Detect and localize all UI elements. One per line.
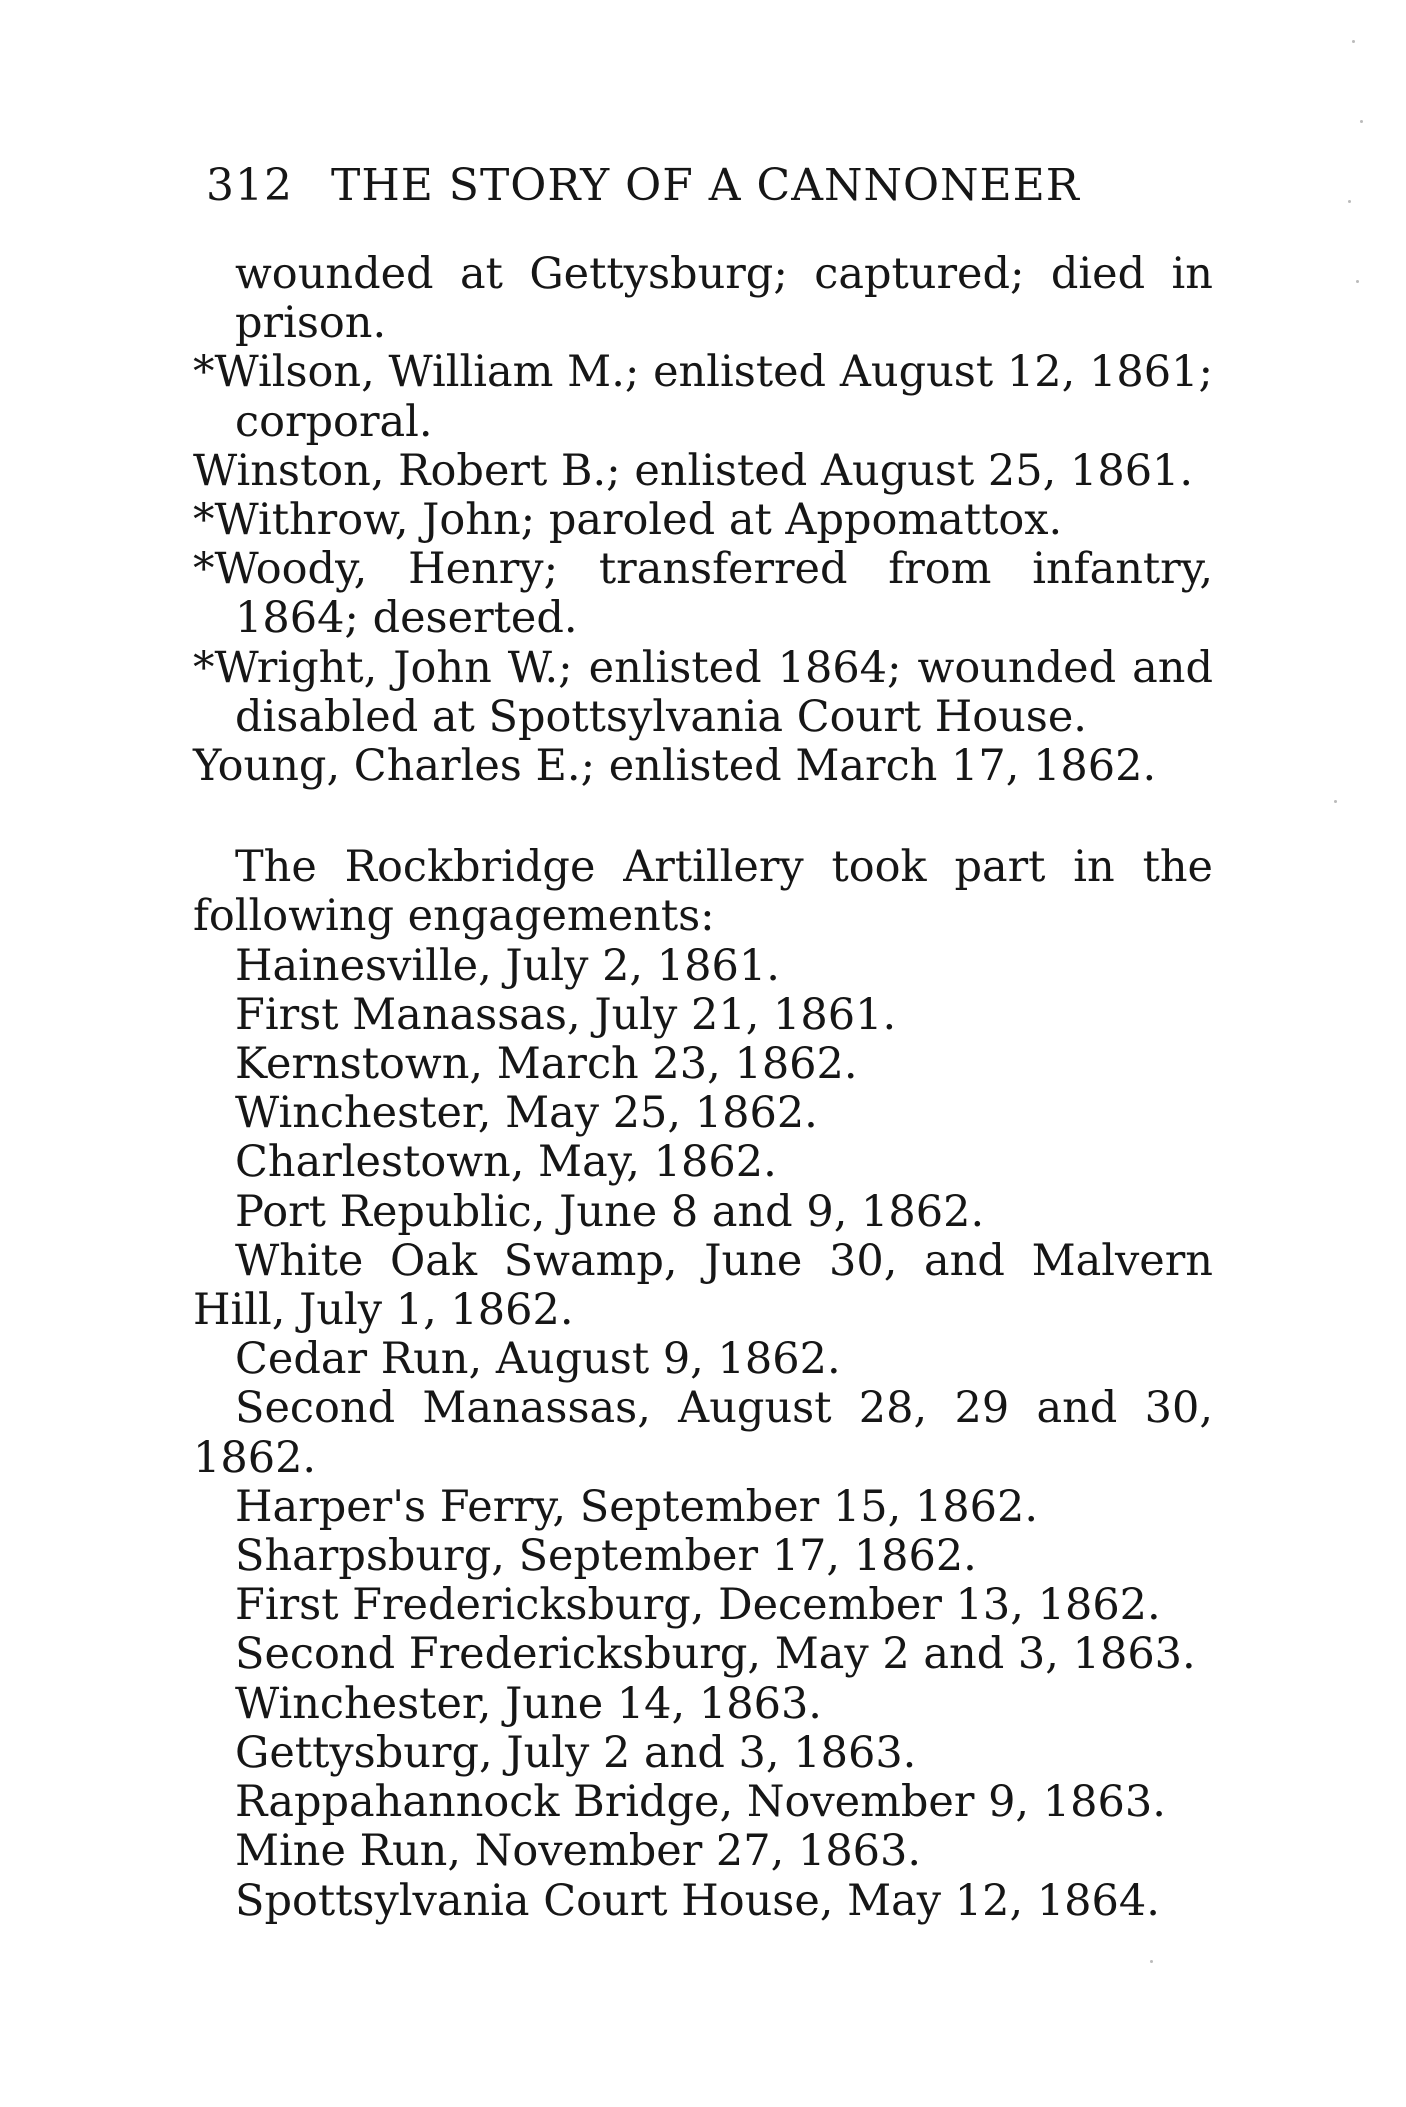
engagement-item: Charlestown, May, 1862. [235,1137,777,1188]
roster-entry: *Wilson, William M.; enlisted August 12, 1861; corporal. [193,347,1213,447]
engagements-list [193,942,1213,1926]
paper-speck [1150,1960,1153,1963]
engagement-item: Harper's Ferry, September 15, 1862. [235,1481,1039,1532]
engagement-item: First Fredericksburg, December 13, 1862. [235,1580,1161,1631]
running-head [206,160,1080,211]
roster-list [193,250,1213,791]
paper-speck [1334,800,1337,803]
engagement-item: Winchester, May 25, 1862. [235,1088,818,1139]
roster-entry: *Withrow, John; paroled at Appomattox. [193,495,1063,546]
roster-entry: Winston, Robert B.; enlisted August 25, 1861. [193,445,1194,496]
paper-speck [1348,200,1351,203]
roster-entry: *Wright, John W.; enlisted 1864; wounded and disabled at Spottsylvania Court House. [193,642,1213,742]
roster-entry: wounded at Gettysburg; captured; died in prison. [235,249,1213,349]
engagements-intro: The Rockbridge Artillery took part in the following engagements: [193,842,1213,942]
engagement-item: Cedar Run, August 9, 1862. [235,1334,841,1385]
engagement-item: Rappahannock Bridge, November 9, 1863. [235,1777,1166,1828]
engagement-item: Second Fredericksburg, May 2 and 3, 1863. [235,1629,1196,1680]
engagement-item: Kernstown, March 23, 1862. [235,1039,858,1090]
engagement-item: Mine Run, November 27, 1863. [235,1826,922,1877]
engagement-item: Gettysburg, July 2 and 3, 1863. [235,1727,917,1778]
paper-speck [1356,280,1359,283]
engagement-item: Second Manassas, August 28, 29 and 30, 1862. [193,1383,1213,1483]
engagement-item: Winchester, June 14, 1863. [235,1678,822,1729]
roster-entry: Young, Charles E.; enlisted March 17, 1862. [193,741,1157,792]
engagement-item: Sharpsburg, September 17, 1862. [235,1531,977,1582]
engagement-item: First Manassas, July 21, 1861. [235,989,897,1040]
engagement-item: White Oak Swamp, June 30, and Malvern Hill, July 1, 1862. [193,1235,1213,1336]
running-title: THE STORY OF A CANNONEER [330,160,1080,211]
engagement-item: Hainesville, July 2, 1861. [235,940,780,991]
engagement-item: Spottsylvania Court House, May 12, 1864. [235,1875,1160,1926]
page-body [193,250,1213,1926]
page-number: 312 [206,160,293,211]
roster-entry: *Woody, Henry; transferred from infantry, 1864; deserted. [193,544,1213,644]
engagement-item: Port Republic, June 8 and 9, 1862. [235,1186,985,1237]
paper-speck [1360,120,1363,123]
paper-speck [1352,40,1355,43]
